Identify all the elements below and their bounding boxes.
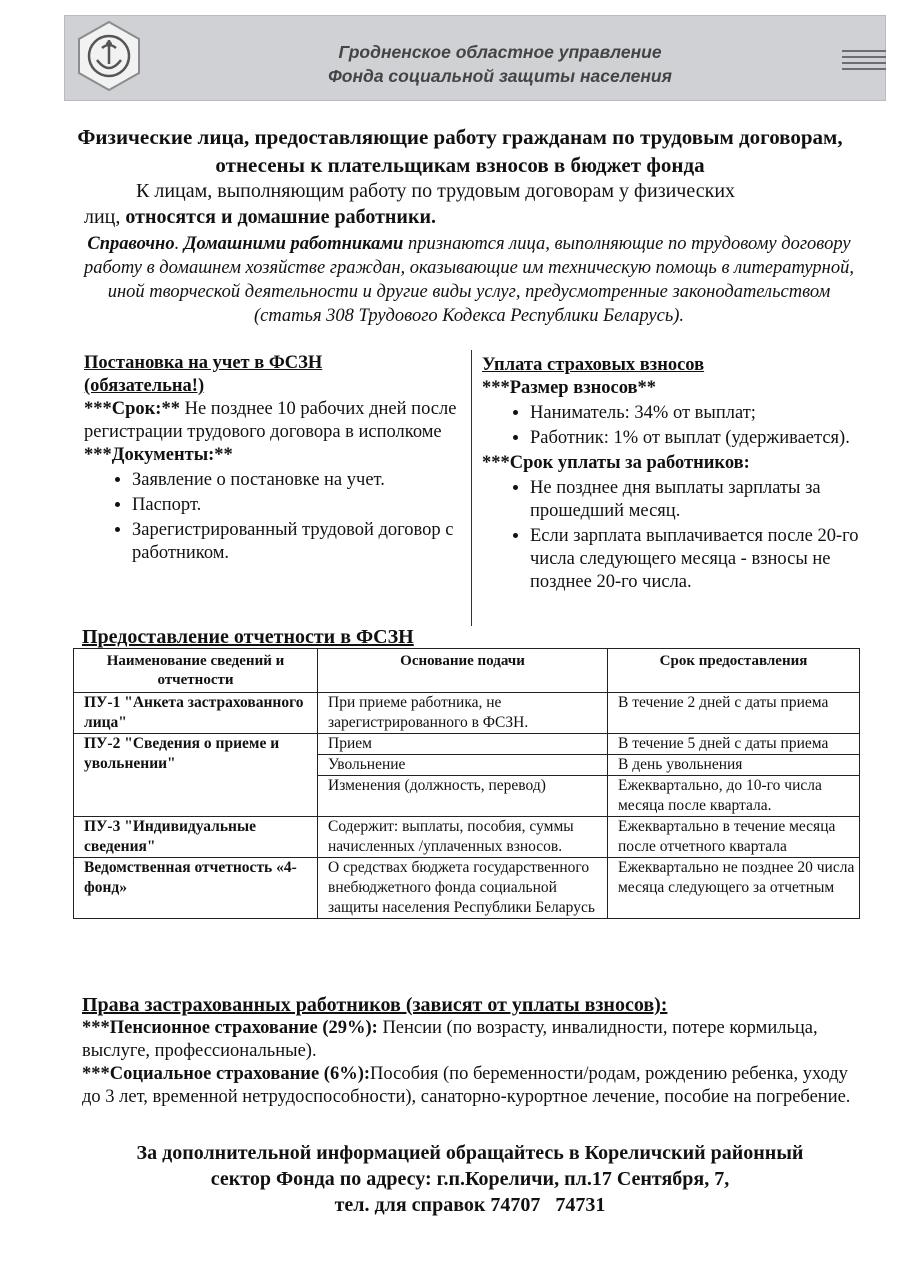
pension-insurance [82,1017,862,1063]
registration-title [84,352,464,398]
report-term-cell: В течение 5 дней с даты приема [608,734,860,755]
registration-title-line-2: (обязательна!) [84,376,205,396]
contact-phones: тел. для справок 74707 74731 [334,1194,606,1216]
report-basis-cell: Прием [318,734,608,755]
report-basis-cell: Содержит: выплаты, пособия, суммы начисленных /уплаченных взносов. [318,817,608,858]
decorative-stripes [842,50,886,76]
report-basis-cell: Изменения (должность, перевод) [318,776,608,817]
documents-label: ***Документы:** [84,445,233,465]
table-row [74,858,860,919]
contribution-size-label: ***Размер взносов** [482,378,657,398]
contact-info [60,1140,880,1218]
table-row [74,734,860,755]
contact-line-2: сектор Фонда по адресу: г.п.Кореличи, пл.17 Сентября, 7, [210,1168,730,1190]
registration-deadline [84,398,464,444]
contact-line-1: За дополнительной информацией обращайтесь в Кореличский районный [136,1142,804,1164]
table-header-row [74,649,860,693]
report-name-cell: ПУ-3 "Индивидуальные сведения" [74,817,318,858]
deadline-label: ***Срок:** [84,399,180,419]
list-item: • Заявление о постановке на учет. [132,469,464,492]
reference-text: признаются лица, выполняющие по трудовому договору работу в домашнем хозяйстве граждан, оказывающие им техническую помощь в литературной, иной творческой деятельности и другие виды услуг, предусмотренные законодательством (статья 308 Трудового Кодекса Республики Беларусь). [84,234,854,326]
payment-deadline-label: ***Срок уплаты за работников: [482,453,750,473]
intro-line-2-plain: лиц, [84,206,121,228]
column-divider [471,350,472,626]
organization-line-1: Гродненское областное управление [338,42,662,62]
social-insurance [82,1063,862,1109]
registration-section [84,352,464,567]
list-item: • Зарегистрированный трудовой договор с работником. [132,519,464,565]
list-item: • Паспорт. [132,494,464,517]
report-basis-cell: При приеме работника, не зарегистрированного в ФСЗН. [318,693,608,734]
list-item: • Наниматель: 34% от выплат; [530,402,892,425]
list-item: • Если зарплата выплачивается после 20-го числа следующего месяца - взносы не позднее 20-го числа. [530,525,892,594]
pension-text: Пенсии (по возрасту, инвалидности, потере кормильца, выслуге, профессиональные). [82,1018,818,1061]
deadline-text: Не позднее 10 рабочих дней после регистрации трудового договора в исполкоме [84,399,457,442]
reference-term: Домашними работниками [183,234,404,254]
report-name-cell: Ведомственная отчетность «4-фонд» [74,858,318,919]
intro-line-2-bold: относятся и домашние работники. [120,206,437,228]
report-basis-cell: О средствах бюджета государственного внебюджетного фонда социальной защиты населения Республики Беларусь [318,858,608,919]
organization-name [200,40,800,88]
report-term-cell: Ежеквартально в течение месяца после отчетного квартала [608,817,860,858]
reference-note [84,232,854,328]
report-term-cell: Ежеквартально не позднее 20 числа месяца следующего за отчетным [608,858,860,919]
social-text: Пособия (по беременности/родам, рождению ребенка, уходу до 3 лет, временной нетрудоспособности), санаторно-курортное лечение, пособие на погребение. [82,1064,851,1107]
reporting-title: Предоставление отчетности в ФСЗН [82,626,414,648]
payment-title: Уплата страховых взносов [482,355,705,375]
report-term-cell: Ежеквартально, до 10-го числа месяца после квартала. [608,776,860,817]
list-item: • Не позднее дня выплаты зарплаты за прошедший месяц. [530,477,892,523]
rights-section [82,993,862,1109]
report-name-cell: ПУ-1 "Анкета застрахованного лица" [74,693,318,734]
column-header: Наименование сведений и отчетности [74,649,318,693]
column-header: Основание подачи [318,649,608,693]
page-title: Физические лица, предоставляющие работу гражданам по трудовым договорам, отнесены к плательщикам взносов в бюджет фонда [77,125,843,177]
column-header: Срок предоставления [608,649,860,693]
social-label: ***Социальное страхование (6%): [82,1064,371,1084]
contribution-size-list [482,402,892,450]
pension-label: ***Пенсионное страхование (29%): [82,1018,378,1038]
reference-label: Справочно [87,234,175,254]
intro-paragraph [84,178,854,230]
report-term-cell: В день увольнения [608,755,860,776]
reference-dot: . [174,234,180,254]
table-row [74,817,860,858]
fszn-emblem-icon [73,20,145,92]
rights-title: Права застрахованных работников (зависят от уплаты взносов): [82,994,668,1016]
table-row [74,693,860,734]
reporting-table [73,648,860,919]
documents-list [84,469,464,565]
list-item: • Работник: 1% от выплат (удерживается). [530,427,892,450]
report-term-cell: В течение 2 дней с даты приема [608,693,860,734]
report-basis-cell: Увольнение [318,755,608,776]
organization-line-2: Фонда социальной защиты населения [328,66,672,86]
payment-section [482,354,892,596]
payment-deadline-list [482,477,892,594]
intro-line-1: К лицам, выполняющим работу по трудовым договорам у физических [136,180,736,202]
registration-title-line-1: Постановка на учет в ФСЗН [84,353,323,373]
report-name-cell: ПУ-2 "Сведения о приеме и увольнении" [74,734,318,817]
